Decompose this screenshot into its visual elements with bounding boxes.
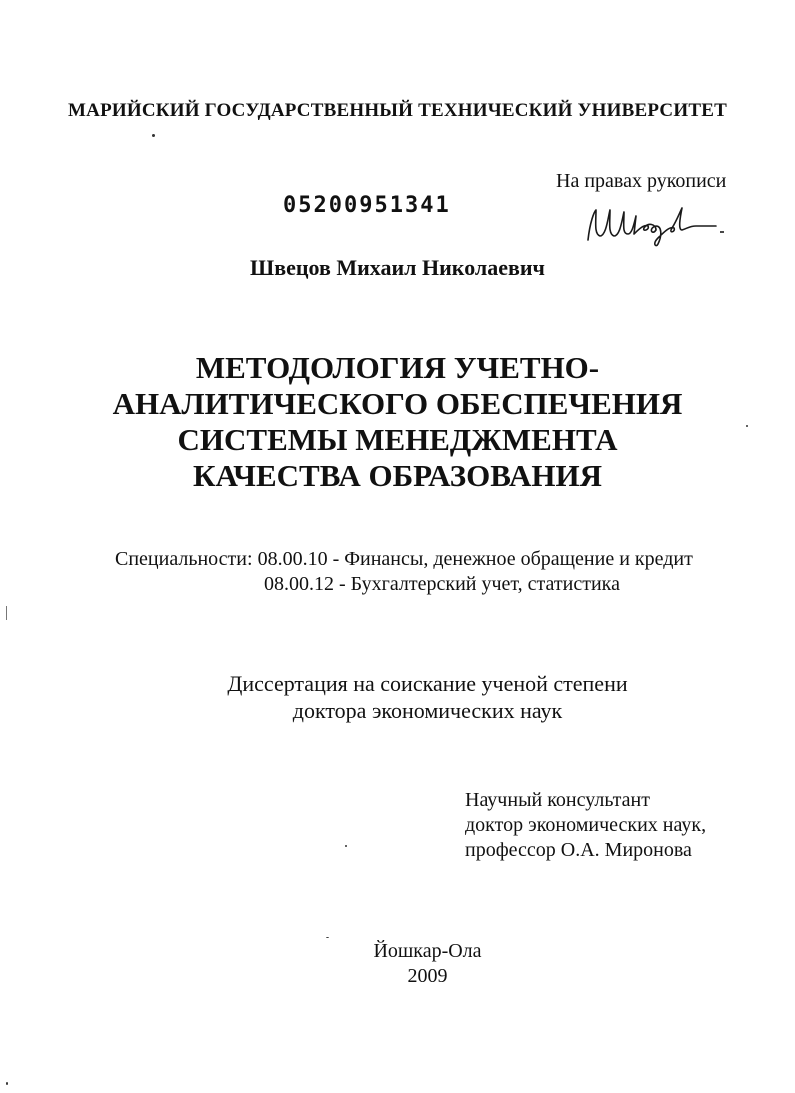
scan-speck bbox=[326, 937, 329, 938]
specialty-item: 08.00.10 - Финансы, денежное обращение и кредит bbox=[257, 548, 693, 570]
place-and-year bbox=[0, 939, 795, 989]
specialty-row bbox=[115, 572, 693, 597]
degree-line: доктора экономических наук bbox=[292, 698, 563, 723]
scan-speck bbox=[746, 425, 748, 427]
degree-line: Диссертация на соискание ученой степени bbox=[227, 671, 628, 696]
specialty-row bbox=[115, 547, 693, 572]
title-line: АНАЛИТИЧЕСКОГО ОБЕСПЕЧЕНИЯ bbox=[112, 386, 683, 421]
degree-statement bbox=[0, 670, 795, 724]
consultant-name: профессор О.А. Миронова bbox=[465, 839, 692, 861]
specialty-item: 08.00.12 - Бухгалтерский учет, статистика bbox=[264, 573, 620, 595]
scientific-consultant bbox=[465, 788, 706, 863]
title-line: КАЧЕСТВА ОБРАЗОВАНИЯ bbox=[193, 458, 602, 493]
specialty-label: Специальности: bbox=[115, 548, 253, 570]
city: Йошкар-Ола bbox=[373, 940, 482, 962]
manuscript-note: На правах рукописи bbox=[556, 170, 727, 192]
scan-margin-mark bbox=[6, 606, 7, 620]
consultant-degree: доктор экономических наук, bbox=[465, 814, 707, 836]
signature-icon bbox=[578, 200, 728, 250]
specialty-block bbox=[115, 547, 693, 597]
consultant-role: Научный консультант bbox=[465, 789, 650, 811]
scan-speck bbox=[345, 845, 347, 847]
author-name: Швецов Михаил Николаевич bbox=[250, 255, 545, 280]
dissertation-title bbox=[0, 350, 795, 494]
university-name: МАРИЙСКИЙ ГОСУДАРСТВЕННЫЙ ТЕХНИЧЕСКИЙ УНИВЕРСИТЕТ bbox=[68, 100, 727, 121]
scan-speck bbox=[152, 134, 155, 137]
year: 2009 bbox=[407, 965, 448, 987]
title-line: СИСТЕМЫ МЕНЕДЖМЕНТА bbox=[177, 422, 618, 457]
scan-speck bbox=[6, 1082, 8, 1085]
title-line: МЕТОДОЛОГИЯ УЧЕТНО- bbox=[195, 350, 600, 385]
document-number: 05200951341 bbox=[283, 193, 451, 218]
